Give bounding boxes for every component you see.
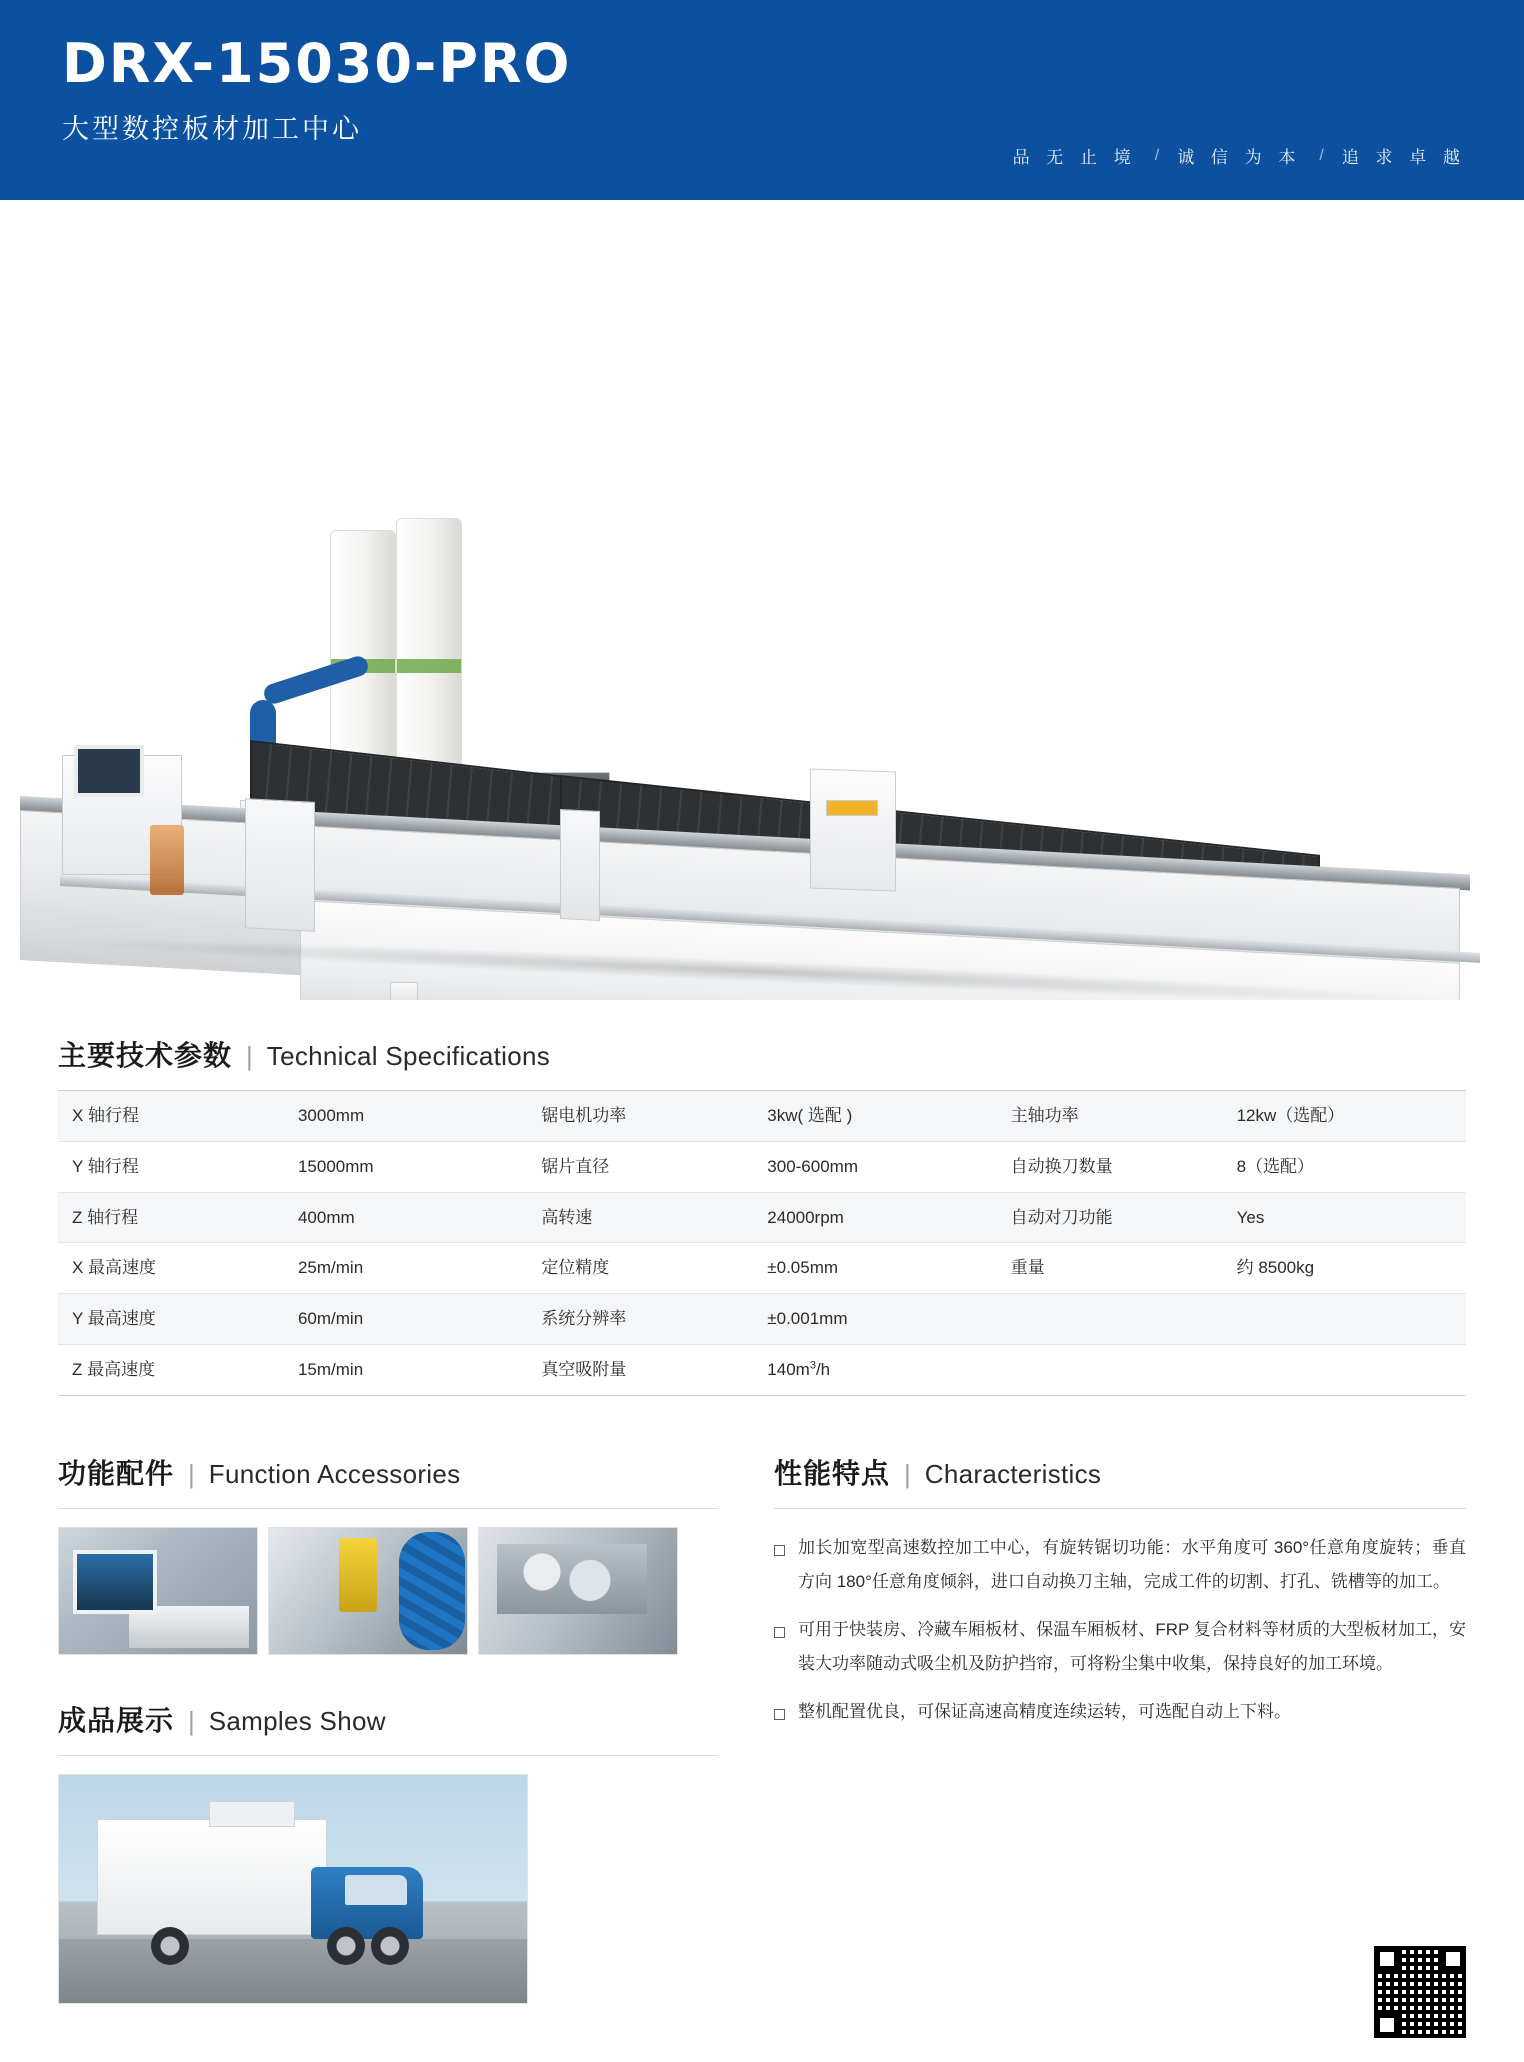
machine-hero-image — [0, 200, 1524, 1000]
table-row — [58, 1243, 1466, 1294]
spec-label: Y 最高速度 — [72, 1309, 156, 1329]
slogan-1: 品 无 止 境 — [1012, 148, 1137, 167]
accessories-section — [58, 1452, 718, 1655]
spec-label — [997, 1294, 1223, 1345]
truck-cargo-box — [97, 1819, 327, 1935]
table-row — [58, 1091, 1466, 1142]
console-screen — [74, 745, 144, 797]
dust-bag-right — [396, 518, 462, 768]
accessory-thumb-tool-holders — [478, 1527, 678, 1655]
characteristics-list — [774, 1531, 1466, 1729]
header-title-block — [62, 32, 572, 146]
truck-wheel-rear — [151, 1927, 189, 1965]
truck-window — [345, 1875, 407, 1905]
spec-label: 系统分辨率 — [541, 1309, 627, 1329]
spec-value: 60m/min — [297, 1309, 364, 1329]
spec-value: 8（选配） — [1236, 1156, 1315, 1176]
spec-label: 定位精度 — [541, 1258, 610, 1278]
qr-code[interactable] — [1374, 1946, 1466, 2038]
gantry-left-leg — [245, 798, 315, 932]
samples-title-en: Samples Show — [208, 1705, 386, 1736]
spec-value: 15m/min — [297, 1359, 364, 1379]
table-row — [58, 1344, 1466, 1395]
page-title: DRX-15030-PRO — [62, 32, 572, 95]
characteristics-title-cn: 性能特点 — [774, 1457, 891, 1489]
spec-label: Z 轴行程 — [72, 1207, 139, 1227]
accessories-divider: | — [188, 1458, 195, 1489]
accessories-rule — [58, 1508, 718, 1509]
machine-illustration — [0, 200, 1524, 1000]
spec-value: 400mm — [297, 1207, 355, 1227]
truck-wheel-mid — [327, 1927, 365, 1965]
table-row — [58, 1141, 1466, 1192]
spec-label: 高转速 — [541, 1207, 593, 1227]
accessories-heading — [58, 1452, 718, 1492]
specifications-title-cn: 主要技术参数 — [58, 1040, 233, 1071]
spec-label: 真空吸附量 — [541, 1359, 627, 1379]
samples-rule — [58, 1755, 718, 1756]
spec-value: 3kw( 选配 ) — [767, 1106, 853, 1125]
spec-label: Y 轴行程 — [72, 1156, 139, 1176]
spec-label: 重量 — [1010, 1258, 1045, 1278]
support-foot-1 — [390, 982, 418, 1000]
spec-label: 锯电机功率 — [541, 1106, 627, 1125]
spec-value — [1223, 1344, 1466, 1395]
sample-ground — [59, 1939, 527, 2003]
spec-label: 主轴功率 — [1010, 1106, 1079, 1125]
accessories-and-samples-column — [58, 1452, 718, 2004]
spec-label: 自动对刀功能 — [1010, 1207, 1113, 1227]
accessory-thumb-control-panel — [58, 1527, 258, 1655]
samples-heading — [58, 1699, 718, 1739]
samples-section — [58, 1699, 718, 2004]
spec-value: ±0.001mm — [767, 1309, 848, 1329]
characteristics-rule — [774, 1508, 1466, 1509]
truck-refrigeration-unit — [209, 1801, 295, 1827]
spec-value: 3000mm — [297, 1106, 365, 1125]
characteristics-heading — [774, 1452, 1466, 1492]
specifications-heading — [58, 1034, 1466, 1074]
spec-label: X 最高速度 — [72, 1258, 157, 1278]
spec-value: Yes — [1236, 1207, 1265, 1227]
slogan-separator-2: / — [1319, 146, 1324, 164]
sample-truck-image — [58, 1774, 528, 2004]
slogan-3: 追 求 卓 越 — [1341, 148, 1466, 167]
accessories-title-en: Function Accessories — [208, 1458, 461, 1489]
bottom-sections — [0, 1452, 1524, 2004]
page-header — [0, 0, 1524, 200]
spec-value: 12kw（选配） — [1236, 1106, 1345, 1125]
header-slogans — [1013, 143, 1466, 168]
spec-value: ±0.05mm — [767, 1258, 839, 1278]
spec-value: 约 8500kg — [1236, 1258, 1315, 1278]
samples-divider: | — [188, 1705, 195, 1736]
specifications-title-en: Technical Specifications — [266, 1041, 551, 1071]
spec-value: 25m/min — [297, 1258, 364, 1278]
slogan-separator-1: / — [1154, 146, 1160, 164]
table-row — [58, 1294, 1466, 1345]
list-item: 整机配置优良，可保证高速高精度连续运转，可选配自动上下料。 — [774, 1695, 1466, 1729]
spec-value: 24000rpm — [767, 1207, 844, 1227]
list-item: 加长加宽型高速数控加工中心，有旋转锯切功能：水平角度可 360°任意角度旋转；垂直方向 180°任意角度倾斜，进口自动换刀主轴，完成工件的切割、打孔、铣槽等的加工。 — [774, 1531, 1466, 1599]
specifications-table — [58, 1090, 1466, 1396]
characteristics-column — [774, 1452, 1466, 2004]
spec-label: 自动换刀数量 — [1010, 1156, 1113, 1176]
amber-guard-panel — [150, 825, 184, 895]
spec-label — [997, 1344, 1223, 1395]
spec-label: 锯片直径 — [541, 1156, 610, 1176]
slogan-2: 诚 信 为 本 — [1177, 148, 1302, 167]
accessories-title-cn: 功能配件 — [58, 1457, 175, 1489]
truck-wheel-front — [371, 1927, 409, 1965]
gantry-right-leg — [560, 809, 600, 921]
spec-label: Z 最高速度 — [72, 1359, 156, 1379]
characteristics-title-en: Characteristics — [924, 1458, 1102, 1489]
spec-value: 15000mm — [297, 1156, 374, 1176]
accessories-thumbnails — [58, 1527, 718, 1655]
characteristics-divider: | — [904, 1458, 911, 1489]
specifications-section — [0, 1034, 1524, 1396]
spec-label: X 轴行程 — [72, 1106, 140, 1125]
electrical-cabinet — [810, 768, 896, 891]
specifications-divider: | — [246, 1041, 253, 1071]
spec-value — [1223, 1294, 1466, 1345]
cabinet-indicator — [826, 800, 878, 816]
samples-title-cn: 成品展示 — [58, 1704, 175, 1736]
list-item: 可用于快装房、冷藏车厢板材、保温车厢板材、FRP 复合材料等材质的大型板材加工，安装大功率随动式吸尘机及防护挡帘，可将粉尘集中收集，保持良好的加工环境。 — [774, 1613, 1466, 1681]
table-row — [58, 1192, 1466, 1243]
accessory-thumb-spindle-dust-hood — [268, 1527, 468, 1655]
page-subtitle: 大型数控板材加工中心 — [62, 113, 362, 144]
spec-value: $140m^3/h$ — [767, 1359, 831, 1379]
dust-bag-left — [330, 530, 396, 760]
spec-value: 300-600mm — [767, 1156, 858, 1176]
